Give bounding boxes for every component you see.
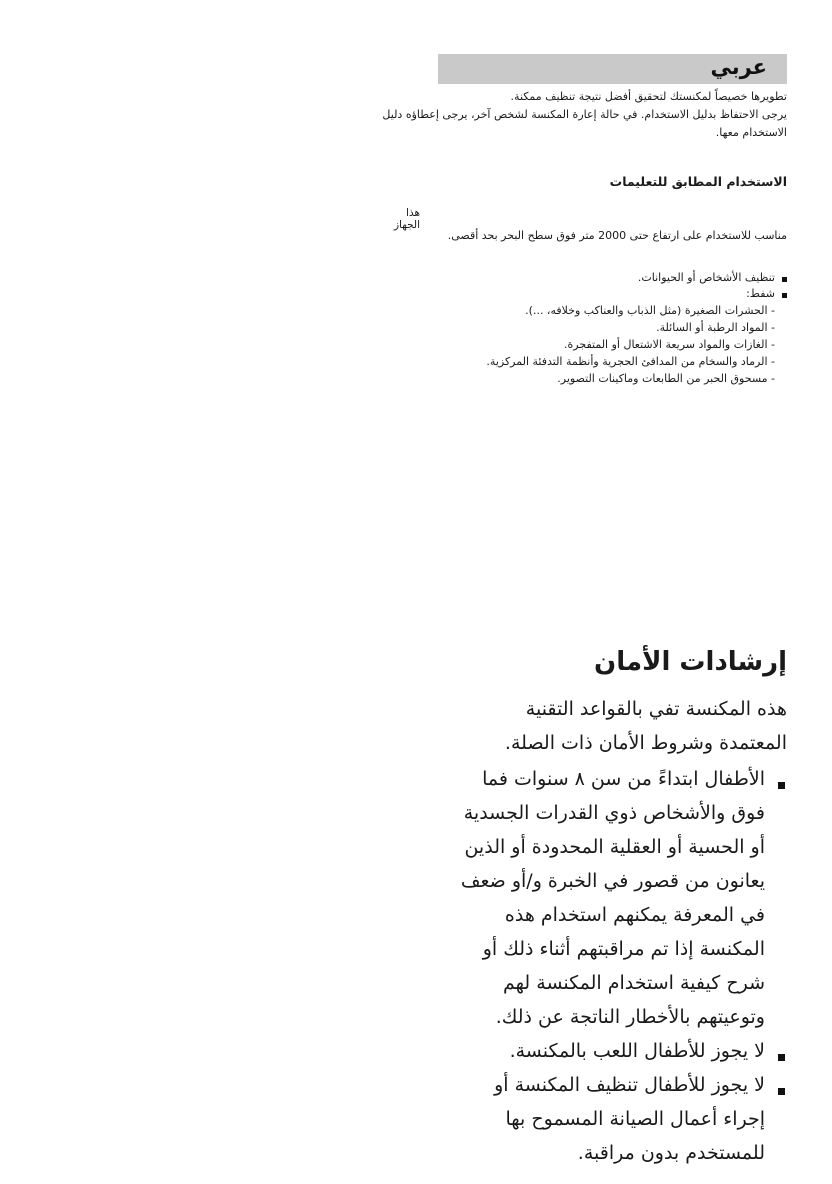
- intro-text: [380, 88, 787, 142]
- safety-list: [460, 762, 787, 1170]
- list-item: شفط:: [400, 286, 787, 302]
- altitude-note: مناسب للاستخدام على ارتفاع حتى 2000 متر فوق سطح البحر بحد أقصى.: [447, 229, 787, 242]
- safety-title: إرشادات الأمان: [594, 647, 787, 677]
- sub-list-item: - مسحوق الحبر من الطابعات وماكينات التصوير.: [557, 372, 775, 385]
- prohibited-use-list: [400, 270, 787, 387]
- list-item: الأطفال ابتداءً من سن ٨ سنوات فما فوق والأشخاص ذوي القدرات الجسدية أو الحسية أو العقلية المحدودة أو الذين يعانون من قصور في الخبرة و/أو ضعف في المعرفة يمكنهم استخدام هذه المكنسة إذا تم مراقبتهم أثناء ذلك أو شرح كيفية استخدام المكنسة لهم وتوعيتهم بالأخطار الناتجة عن ذلك.: [460, 762, 787, 1034]
- list-item: لا يجوز للأطفال تنظيف المكنسة أو إجراء أعمال الصيانة المسموح بها للمستخدم بدون مراقبة.: [460, 1068, 787, 1170]
- language-header-bar: [438, 54, 787, 84]
- suction-sub-list: [400, 302, 787, 387]
- list-item: لا يجوز للأطفال اللعب بالمكنسة.: [460, 1034, 787, 1068]
- intended-use-title: الاستخدام المطابق للتعليمات: [609, 174, 787, 189]
- safety-intro: هذه المكنسة تفي بالقواعد التقنية المعتمدة وشروط الأمان ذات الصلة.: [504, 698, 787, 754]
- list-item: تنظيف الأشخاص أو الحيوانات.: [400, 270, 787, 286]
- sub-list-item: - الحشرات الصغيرة (مثل الذباب والعناكب وخلافه، ...).: [525, 304, 775, 317]
- language-label: عربي: [710, 55, 767, 79]
- sub-list-container: [400, 302, 787, 387]
- sub-list-item: - المواد الرطبة أو السائلة.: [656, 321, 775, 334]
- device-label: هذا الجهاز: [393, 207, 420, 231]
- sub-list-item: - الرماد والسخام من المدافئ الحجرية وأنظمة التدفئة المركزية.: [486, 355, 775, 368]
- intro-line-1: تطويرها خصيصاً لمكنستك لتحقيق أفضل نتيجة تنظيف ممكنة.: [510, 90, 787, 103]
- intro-line-2: يرجى الاحتفاظ بدليل الاستخدام. في حالة إعارة المكنسة لشخص آخر، يرجى إعطاؤه دليل الاستخدام معها.: [382, 108, 787, 139]
- sub-list-item: - الغازات والمواد سريعة الاشتعال أو المتفجرة.: [564, 338, 775, 351]
